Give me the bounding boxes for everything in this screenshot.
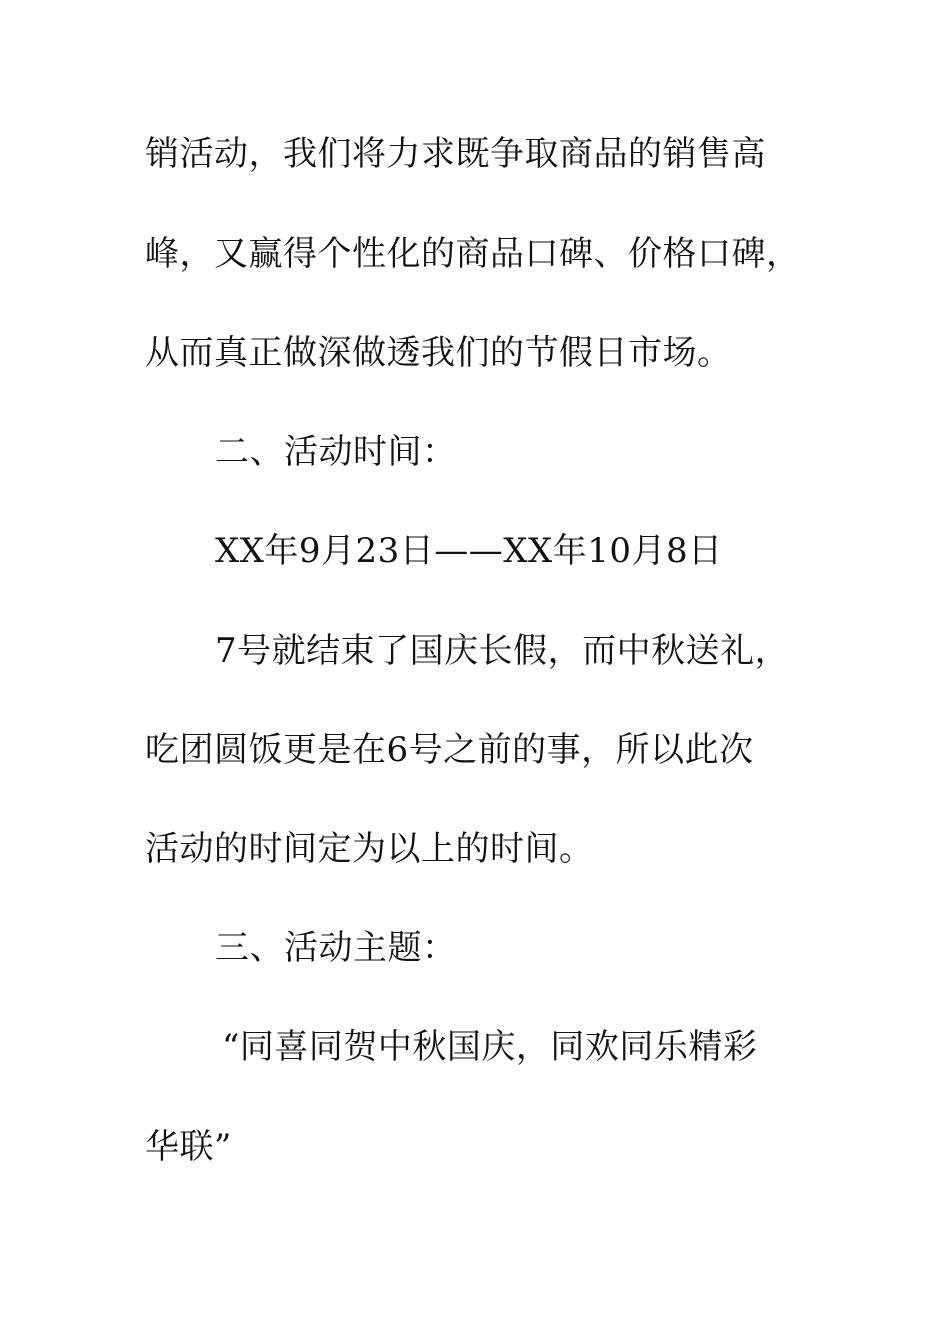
body-text-line: 吃团圆饭更是在6号之前的事，所以此次 bbox=[145, 730, 754, 770]
section-heading-theme: 三、活动主题： bbox=[215, 928, 457, 968]
body-text-line: 从而真正做深做透我们的节假日市场。 bbox=[145, 333, 732, 373]
body-text-line: 销活动，我们将力求既争取商品的销售高 bbox=[145, 134, 766, 174]
body-text-line: 7号就结束了国庆长假，而中秋送礼， bbox=[215, 631, 790, 671]
date-range-text: XX年9月23日——XX年10月8日 bbox=[215, 531, 723, 571]
theme-quote-line: 华联” bbox=[145, 1127, 232, 1167]
body-text-line: 峰，又赢得个性化的商品口碑、价格口碑， bbox=[145, 234, 801, 274]
body-text-line: 活动的时间定为以上的时间。 bbox=[145, 829, 594, 869]
section-heading-time: 二、活动时间： bbox=[215, 432, 457, 472]
theme-quote-line: “同喜同贺中秋国庆，同欢同乐精彩 bbox=[222, 1027, 758, 1067]
